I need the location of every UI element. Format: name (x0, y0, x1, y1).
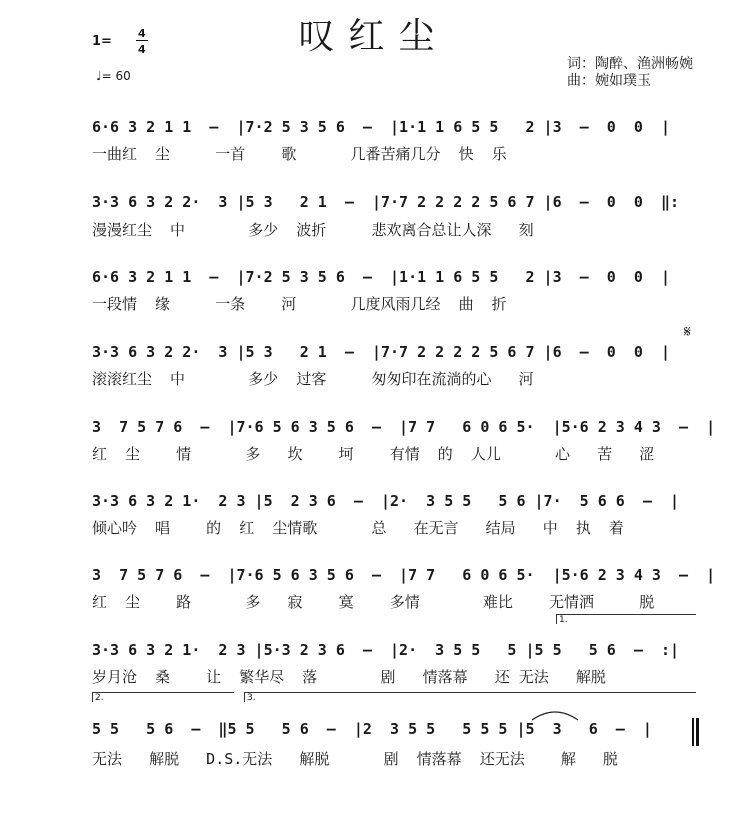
notation-line-6: 3·3 6 3 2 1· 2 3 |5 2 3 6 – |2· 3 5 5 5 6 |7· 5 6 6 – | (92, 492, 679, 510)
time-signature-divider (136, 40, 148, 41)
lyric-line-8: 岁月沧 桑 让 繁华尽 落 剧 情落幕 还 无法 解脱 (92, 668, 606, 686)
final-barline-thin (692, 718, 694, 746)
notation-line-9: 5 5 5 6 – ‖5 5 5 6 – |2 3 5 5 5 5 5 |5 3 6 – | (92, 720, 652, 738)
notation-line-2: 3·3 6 3 2 2· 3 |5 3 2 1 – |7·7 2 2 2 2 5 6 7 |6 – 0 0 ‖: (92, 193, 679, 211)
volta-3-bracket (244, 692, 696, 693)
volta-1-bracket (556, 614, 696, 615)
lyric-line-5: 红 尘 情 多 坎 坷 有情 的 人儿 心 苦 涩 (92, 445, 655, 463)
notation-line-5: 3 7 5 7 6 – |7·6 5 6 3 5 6 – |7 7 6 0 6 5· |5·6 2 3 4 3 – | (92, 418, 716, 436)
time-signature-denominator: 4 (138, 43, 146, 56)
volta-3-hook (244, 692, 245, 702)
lyric-line-4: 滚滚红尘 中 多少 过客 匆匆印在流淌的心 河 (92, 370, 534, 388)
lyricist-credit: 词：陶醉、渔洲畅婉 (567, 56, 693, 72)
volta-2-bracket (92, 692, 234, 693)
credits (567, 56, 693, 90)
time-signature-numerator: 4 (138, 27, 146, 40)
composer-credit: 曲：婉如璞玉 (567, 73, 651, 89)
notation-line-3: 6·6 3 2 1 1 – |7·2 5 3 5 6 – |1·1 1 6 5 5 2 |3 – 0 0 | (92, 268, 670, 286)
lyric-line-7: 红 尘 路 多 寂 寞 多情 难比 无情洒 脱 (92, 593, 655, 611)
notation-line-7: 3 7 5 7 6 – |7·6 5 6 3 5 6 – |7 7 6 0 6 5· |5·6 2 3 4 3 – | (92, 566, 716, 584)
lyric-line-3: 一段情 缘 一条 河 几度风雨几经 曲 折 (92, 295, 507, 313)
lyric-line-1: 一曲红 尘 一首 歌 几番苦痛几分 快 乐 (92, 145, 507, 163)
volta-2-hook (92, 692, 93, 702)
notation-line-4: 3·3 6 3 2 2· 3 |5 3 2 1 – |7·7 2 2 2 2 5 6 7 |6 – 0 0 | (92, 343, 670, 361)
song-title: 叹红尘 (298, 16, 449, 57)
segno-sign: 𝄋 (684, 322, 691, 341)
lyric-line-2: 漫漫红尘 中 多少 波折 悲欢离合总让人深 刻 (92, 221, 534, 239)
notation-line-8: 3·3 6 3 2 1· 2 3 |5·3 2 3 6 – |2· 3 5 5 5 |5 5 5 6 – :| (92, 641, 679, 659)
volta-1-label: 1. (559, 615, 568, 625)
key-signature: 1= (92, 34, 112, 49)
volta-3-label: 3. (247, 693, 256, 703)
slur-mark (530, 708, 580, 722)
volta-1-hook (556, 614, 557, 624)
lyric-line-6: 倾心吟 唱 的 红 尘情歌 总 在无言 结局 中 执 着 (92, 519, 624, 537)
notation-line-1: 6·6 3 2 1 1 – |7·2 5 3 5 6 – |1·1 1 6 5 5 2 |3 – 0 0 | (92, 118, 670, 136)
lyric-line-9: 无法 解脱 D.S.无法 解脱 剧 情落幕 还无法 解 脱 (92, 750, 618, 768)
final-barline-thick (696, 718, 699, 746)
tempo-marking: ♩= 60 (96, 69, 131, 83)
volta-2-label: 2. (95, 693, 104, 703)
